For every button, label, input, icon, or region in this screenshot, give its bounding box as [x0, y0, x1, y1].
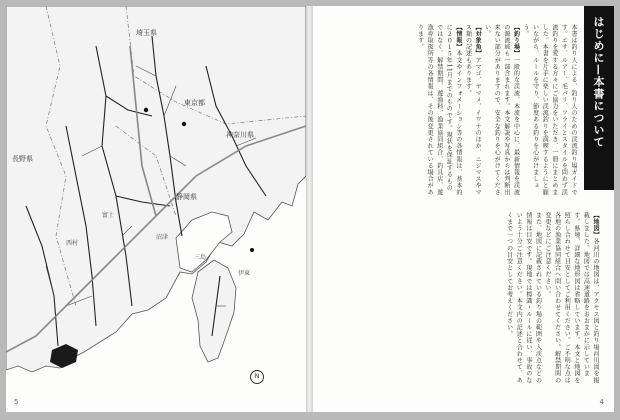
section-paragraph [504, 212, 542, 390]
section-body: アマゴ、ヤマメ、イワナのほか、ニジマスやマス類の記述もあります。 [464, 24, 482, 196]
map-label-nagano: 長野県 [12, 155, 33, 163]
map-marker [144, 108, 148, 112]
map-label-fuji: 富士 [102, 212, 115, 219]
text-block-lower [344, 212, 600, 390]
section-body: 各河川の地図は、アクセス図と釣り場河川図を掲載しました。地図では高速道路をおおまかに示しています。県境、詳細な地形図は省略しています。本文と地図を照らし合わせて目安としてご利用ください。ご不明な点は各地の漁業協同組合へ問い合わせてください。解禁期間の変更などにご注意ください。 [544, 212, 599, 384]
section-heading: 【対象魚】 [474, 24, 482, 57]
section-body: 一般的な渓流、本流を中心に、最新情報を渓流の源流域も一部含まれます。本文解説や写真からは判断出来ない部分がありますので、安全な釣りを心がけてください。 [483, 24, 520, 196]
intro-paragraph: 本書は釣り人による、釣り人のための渓流釣り場ガイドです。エサ、ルアー、毛バリ、フライとスタイルを問わず渓流釣りを愛する方々にご協力をいただき、一冊にまとめました。本書を片手に楽しい渓流釣りを満喫するようにと願いながら、ルールを守り、節度ある釣りを心がけましょう。 [522, 24, 577, 196]
section-body: また、地図に記載されている釣り場の範囲や入渓点などの情報は目安です。現地では標識・ルールに従い、事故のないよう十分ご注意ください。本文内の記述と合わせて、あくまで一つの目安としてお考えください。 [505, 212, 542, 384]
section-paragraph [482, 24, 520, 196]
section-heading: 【地図】 [592, 212, 599, 239]
section-body: 本文やインフォメーション等の各情報は、基本的に２０１５年11月までのものです。現状を保証するものではなく、解禁期間、遊漁料、漁業協同組合、釣具店、遊漁券取扱所等の各情報は、その後変更されている場合があります。 [416, 24, 462, 196]
izu-peninsula [192, 260, 236, 362]
section-heading: 【釣り場】 [512, 24, 520, 57]
region-map [6, 6, 306, 412]
section-paragraph [415, 24, 463, 196]
section-paragraph [463, 24, 482, 196]
page-number: 4 [599, 398, 604, 406]
map-label-shizuoka: 静岡県 [176, 193, 197, 201]
map-label-kanagawa: 神奈川県 [226, 131, 254, 139]
page-number: 5 [14, 398, 19, 406]
map-label-tokyo: 東京都 [184, 99, 205, 107]
title-bar [584, 6, 614, 190]
text-block-upper [344, 24, 578, 196]
section-heading: 【情報】 [454, 24, 462, 51]
map-marker [250, 248, 254, 252]
north-arrow-icon: N [250, 370, 264, 384]
section-paragraph [542, 212, 600, 390]
map-label-nishimura: 西村 [66, 240, 79, 247]
page-title: はじめに—本書について [592, 16, 605, 148]
right-page [313, 6, 614, 412]
map-label-mishima: 三島 [194, 254, 207, 261]
map-label-numazu: 沼津 [156, 234, 169, 241]
left-page [6, 6, 306, 412]
map-label-saitama: 埼玉県 [136, 29, 157, 37]
book-gutter [306, 6, 313, 412]
map-label-ito: 伊東 [238, 270, 251, 277]
map-marker [182, 122, 186, 126]
